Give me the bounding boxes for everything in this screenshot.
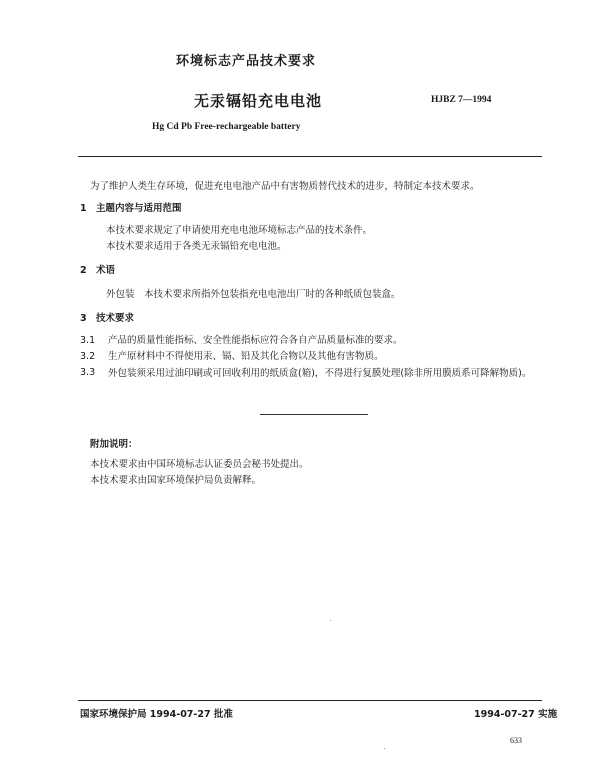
item-3-2-text: 生产原材料中不得使用汞、镉、铅及其化合物以及其他有害物质。 [108,351,384,362]
notes-heading: 附加说明： [90,439,138,450]
section-3-heading: 技术要求 [96,313,135,324]
scan-speck [330,620,331,621]
page-number: 633 [510,736,522,745]
approval-date: 国家环境保护局 1994-07-27 批准 [80,709,233,720]
section-2-line-1: 外包装 本技术要求所指外包装指充电电池出厂时的各种纸质包装盒。 [106,289,401,300]
item-3-1-number: 3.1 [80,335,96,346]
item-3-1-text: 产品的质量性能指标、安全性能指标应符合各自产品质量标准的要求。 [108,335,403,346]
end-rule [260,414,368,415]
document-title: 无汞镉铅充电电池 [194,92,323,110]
notes-line-1: 本技术要求由中国环境标志认证委员会秘书处提出。 [90,459,309,470]
header-rule [78,156,542,157]
item-3-2-number: 3.2 [80,351,96,362]
scan-speck [384,748,385,749]
section-1-number: 1 [80,203,87,214]
notes-line-2: 本技术要求由国家环境保护局负责解释。 [90,475,262,486]
section-3-number: 3 [80,313,87,324]
section-1-line-2: 本技术要求适用于各类无汞镉铅充电电池。 [106,241,287,252]
english-title: Hg Cd Pb Free-rechargeable battery [152,122,301,132]
standard-code: HJBZ 7—1994 [431,95,492,105]
intro-paragraph: 为了维护人类生存环境，促进充电电池产品中有害物质替代技术的进步，特制定本技术要求。 [90,181,480,192]
section-2-number: 2 [80,265,87,276]
item-3-3-text: 外包装须采用过油印刷或可回收利用的纸质盒(箱)，不得进行复膜处理(除非所用膜质系可降解物质)。 [108,368,532,379]
implementation-date: 1994-07-27 实施 [474,709,558,720]
section-2-heading: 术语 [96,265,116,276]
section-1-line-1: 本技术要求规定了申请使用充电电池环境标志产品的技术条件。 [106,225,373,236]
footer-rule [78,700,542,701]
standard-series-title: 环境标志产品技术要求 [176,54,317,69]
item-3-3-number: 3.3 [80,367,96,378]
section-1-heading: 主题内容与适用范围 [96,203,182,214]
